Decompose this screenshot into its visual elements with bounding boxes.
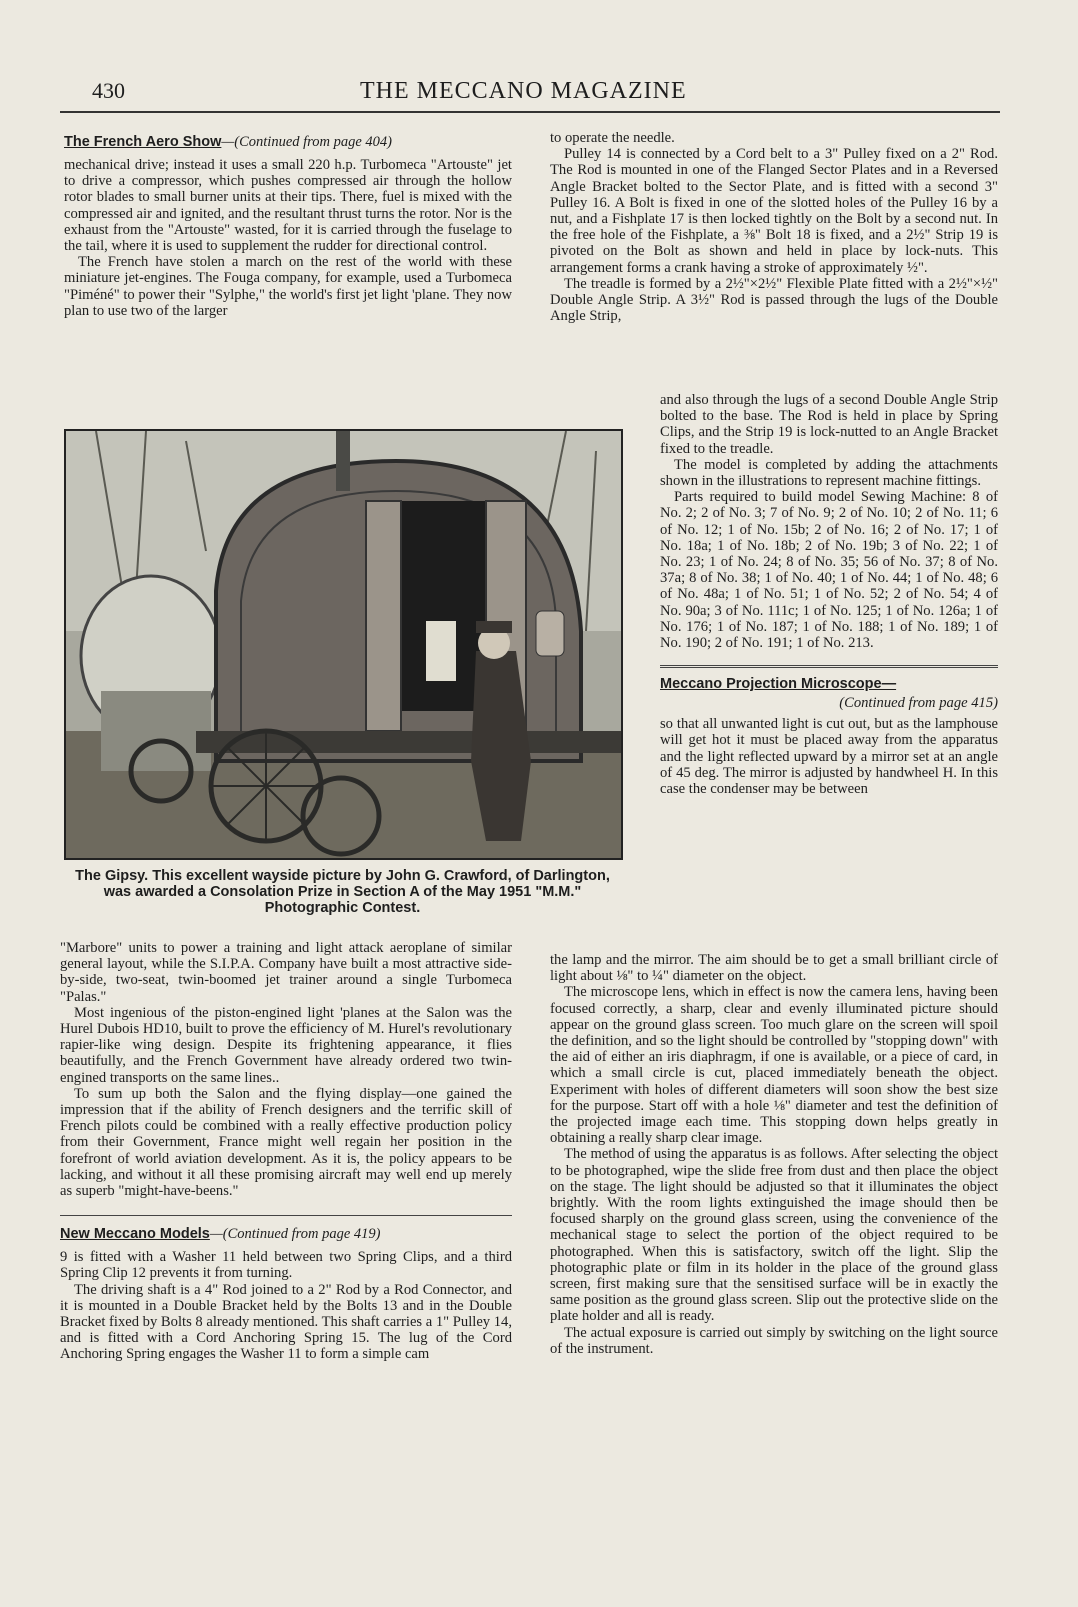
new-models-paragraph-1: 9 is fitted with a Washer 11 held between two Spring Clips, and a third Spring Clip 12 prevents it from turning. [60, 1249, 512, 1282]
sewing-paragraph-0: to operate the needle. [550, 130, 675, 146]
sewing-paragraph-2a: The treadle is formed by a 2½"×2½" Flexible Plate fitted with a 2½"×½" Double Angle Strip. A 3½" Rod is passed through the lugs of the Double Angle Strip, [550, 275, 998, 325]
sewing-parts-list: Parts required to build model Sewing Machine: 8 of No. 2; 2 of No. 3; 7 of No. 9; 2 of No. 10; 2 of No. 11; 6 of No. 12; 1 of No. 15b; 2 of No. 16; 2 of No. 17; 1 of No. 18a; 1 of No. 18b; 2 of No. 19b; 3 of No. 22; 1 of No. 23; 1 of No. 24; 8 of No. 35; 56 of No. 37; 8 of No. 37a; 8 of No. 38; 1 of No. 40; 1 of No. 44; 1 of No. 48; 6 of No. 48a; 1 of No. 51; 1 of No. 52; 2 of No. 54; 4 of No. 90a; 3 of No. 111c; 1 of No. 125; 1 of No. 126a; 1 of No. 176; 1 of No. 187; 1 of No. 188; 1 of No. 189; 1 of No. 190; 2 of No. 191; 1 of No. 213. [660, 489, 998, 652]
microscope-article [550, 952, 998, 1357]
french-aero-paragraph-4: Most ingenious of the piston-engined light 'planes at the Salon was the Hurel Dubois HD10, built to prove the efficiency of M. Hurel's revolutionary rapier-like wing design. Despite its frightening appearance, it flies beautifully, and the French Government have already ordered two twin-engined transports on the same lines.. [60, 1004, 512, 1086]
gipsy-caravan-illustration [66, 431, 621, 858]
french-aero-article-top [64, 134, 512, 319]
sewing-paragraph-1: Pulley 14 is connected by a Cord belt to a 3" Pulley fixed on a 2" Rod. The Rod is mounted in one of the Flanged Sector Plates and in a Reversed Angle Bracket bolted to the Sector Plate, and is fitted with a second 3" Pulley 16. A Bolt is fixed in one of the slotted holes of the Pulley 16 by a nut, and a Fishplate 17 is then locked tightly on the Bolt by a second nut. In the free hole of the Fishplate, a ⅜" Bolt 18 is fixed, and a 2½" Strip 19 is pivoted on the Bolt as shown and held in place by lock-nuts. This arrangement forms a crank having a stroke of approximately ½". [550, 146, 998, 276]
microscope-paragraph-2: The microscope lens, which in effect is now the camera lens, having been focused correctly, a sharp, clear and evenly illuminated picture should appear on the ground glass screen. Too much glare on the screen will spoil the definition, and so the light should be controlled by "stopping down" with the aid of either an iris diaphragm, if one is available, or a piece of card, in which a small circle is cut, placed immediately beneath the object. Experiment with holes of different diameters will soon show the best size for the purpose. Start off with a hole ⅛" diameter and test the definition of the projected image each time. This stopping down helps greatly in obtaining a really sharp clear image. [550, 984, 998, 1147]
microscope-paragraph-4: The actual exposure is carried out simply by switching on the light source of the instrument. [550, 1324, 998, 1357]
new-models-paragraph-2: The driving shaft is a 4" Rod joined to a 2" Rod by a Rod Connector, and it is mounted in a Double Bracket held by the Bolts 13 and in the Double Bracket fixed by Bolts 8 already mentioned. This shaft carries a 1" Pulley 14, and is fitted with a Cord Anchoring Spring 15. The lug of the Cord Anchoring Spring engages the Washer 11 to form a simple cam [60, 1281, 512, 1363]
page-number: 430 [92, 78, 125, 103]
french-aero-continued: —(Continued from page 404) [221, 134, 393, 150]
new-models-continued: —(Continued from page 419) [209, 1226, 381, 1243]
photo-caption: The Gipsy. This excellent wayside picture by John G. Crawford, of Darlington, was awarded a Consolation Prize in Section A of the May 1951 "M.M." Photographic Contest. [75, 868, 610, 916]
microscope-title: Meccano Projection Microscope— [660, 676, 897, 693]
sewing-machine-article-cont [660, 392, 998, 797]
magazine-title: THE MECCANO MAGAZINE [360, 78, 687, 104]
microscope-paragraph-1a: so that all unwanted light is cut out, but as the lamphouse will get hot it must be placed away from the apparatus and the light reflected upward by a mirror set at an angle of 45 deg. The mirror is adjusted by handwheel H. In this case the condenser may be between [660, 716, 998, 798]
microscope-continued: (Continued from page 415) [839, 695, 998, 712]
section-divider-right [660, 665, 998, 668]
section-divider [60, 1215, 512, 1216]
french-aero-paragraph-5: To sum up both the Salon and the flying display—one gained the impression that if the ability of French designers and the terrific skill of French pilots could be combined with a really effective production policy from their Government, France might well regain her position in the forefront of world aviation development. As it is, the policy appears to be lacking, and without it all these promising aircraft may well end up merely as superb "might-have-beens." [60, 1085, 512, 1200]
new-models-title: New Meccano Models [60, 1226, 210, 1243]
microscope-paragraph-3: The method of using the apparatus is as follows. After selecting the object to be photographed, wipe the slide free from dust and then place the object on the stage. The light should be adjusted so that it illuminates the object brightly. With the room lights extinguished the image should then be focused sharply on the ground glass screen, using the convenience of the mechanical stage to select the portion of the object required to be photographed. When this is satisfactory, switch off the light. Slip the photographic plate or film in its holder in the place of the ground glass screen, first making sure that the sensitised surface will be in exactly the same position as the ground glass screen. Slip out the protective slide on the plate holder and all is ready. [550, 1146, 998, 1325]
microscope-paragraph-1b: the lamp and the mirror. The aim should be to get a small brilliant circle of light about ⅛" to ¼" diameter on the object. [550, 952, 998, 985]
sewing-paragraph-3: The model is completed by adding the attachments shown in the illustrations to represent machine fittings. [660, 456, 998, 490]
french-aero-paragraph-1: mechanical drive; instead it uses a small 220 h.p. Turbomeca "Artouste" jet to drive a compressor, which pushes compressed air through the hollow rotor blades to small burner units at their tips. There, fuel is mixed with the compressed air and ignited, and the resultant thrust turns the rotor. Nor is the exhaust from the "Artouste" wasted, for it is carried through the fuselage to the tail, where it is used to supplement the rudder for directional control. [64, 157, 512, 255]
french-aero-paragraph-3: "Marbore" units to power a training and light attack aeroplane of similar general layout, while the S.I.P.A. Company have built a most attractive side-by-side, two-seat, twin-boomed jet trainer around a single Turbomeca "Palas." [60, 940, 512, 1005]
header-rule [60, 111, 1000, 113]
gipsy-photo [64, 429, 623, 860]
sewing-machine-article [550, 130, 998, 324]
french-aero-paragraph-2: The French have stolen a march on the rest of the world with these miniature jet-engines. The Fouga company, for example, used a Turbomeca "Piméné" to power their "Sylphe," the world's first jet light 'plane. They now plan to use two of the larger [64, 254, 512, 319]
french-aero-article-bottom [60, 940, 512, 1363]
french-aero-title: The French Aero Show [64, 134, 222, 150]
sewing-paragraph-2b: and also through the lugs of a second Double Angle Strip bolted to the base. The Rod is held in place by Spring Clips, and the Strip 19 is lock-nutted to an Angle Bracket fixed to the treadle. [660, 392, 998, 457]
